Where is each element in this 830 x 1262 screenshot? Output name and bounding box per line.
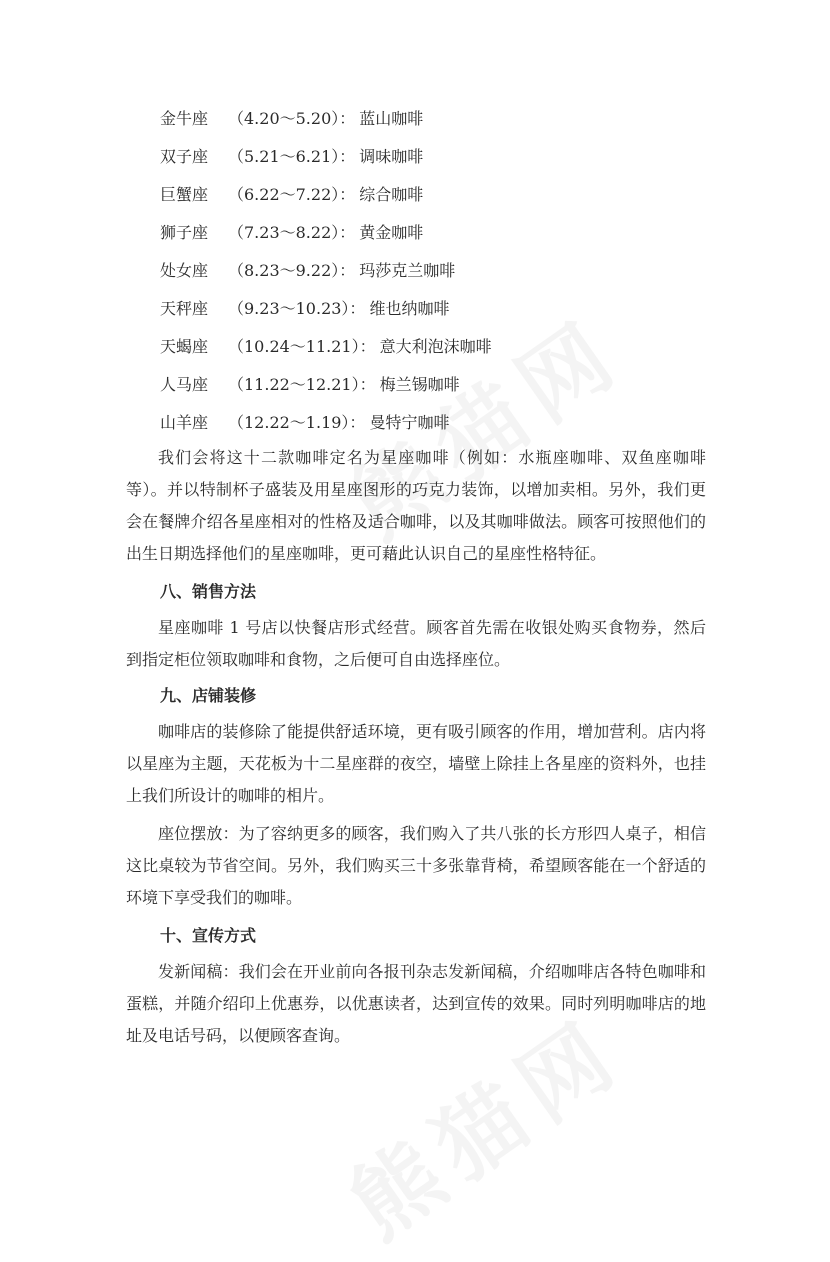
coffee-name: 综合咖啡 — [359, 185, 424, 204]
coffee-name: 蓝山咖啡 — [359, 109, 424, 128]
zodiac-sign: 巨蟹座 — [160, 185, 209, 204]
zodiac-dates: （5.21～6.21）： — [228, 147, 356, 166]
coffee-name: 梅兰锡咖啡 — [379, 375, 460, 394]
zodiac-sign: 天蝎座 — [160, 337, 209, 356]
coffee-name: 意大利泡沫咖啡 — [379, 337, 492, 356]
list-item — [160, 290, 492, 328]
list-item — [160, 138, 492, 176]
seating-paragraph: 座位摆放：为了容纳更多的顾客，我们购入了共八张的长方形四人桌子，相信这比桌较为节省空间。另外，我们购买三十多张靠背椅，希望顾客能在一个舒适的环境下享受我们的咖啡。 — [126, 824, 706, 907]
section-heading-promotion: 十、宣传方式 — [160, 926, 257, 945]
sales-paragraph: 星座咖啡 1 号店以快餐店形式经营。顾客首先需在收银处购买食物券，然后到指定柜位领取咖啡和食物，之后便可自由选择座位。 — [126, 618, 706, 669]
list-item — [160, 214, 492, 252]
coffee-name: 维也纳咖啡 — [369, 299, 450, 318]
intro-paragraph: 我们会将这十二款咖啡定名为星座咖啡（例如：水瓶座咖啡、双鱼座咖啡等）。并以特制杯子盛装及用星座图形的巧克力装饰，以增加卖相。另外，我们更会在餐牌介绍各星座相对的性格及适合咖啡，以及其咖啡做法。顾客可按照他们的出生日期选择他们的星座咖啡，更可藉此认识自己的星座性格特征。 — [126, 448, 706, 563]
list-item — [160, 252, 492, 290]
zodiac-sign: 天秤座 — [160, 299, 209, 318]
zodiac-dates: （8.23～9.22）： — [228, 261, 356, 280]
zodiac-sign: 双子座 — [160, 147, 209, 166]
zodiac-dates: （10.24～11.21）： — [228, 337, 376, 356]
zodiac-dates: （12.22～1.19）： — [228, 413, 366, 432]
list-item — [160, 100, 492, 138]
zodiac-sign: 狮子座 — [160, 223, 209, 242]
coffee-name: 黄金咖啡 — [359, 223, 424, 242]
zodiac-dates: （4.20～5.20）： — [228, 109, 356, 128]
zodiac-sign: 人马座 — [160, 375, 209, 394]
zodiac-coffee-list — [160, 100, 492, 442]
section-heading-decoration: 九、店铺装修 — [160, 686, 257, 705]
decoration-paragraph: 咖啡店的装修除了能提供舒适环境，更有吸引顾客的作用，增加营利。店内将以星座为主题，天花板为十二星座群的夜空，墙壁上除挂上各星座的资料外，也挂上我们所设计的咖啡的相片。 — [126, 722, 706, 805]
list-item — [160, 176, 492, 214]
section-heading-sales: 八、销售方法 — [160, 582, 257, 601]
promotion-paragraph: 发新闻稿：我们会在开业前向各报刊杂志发新闻稿，介绍咖啡店各特色咖啡和蛋糕，并随介绍印上优惠券，以优惠读者，达到宣传的效果。同时列明咖啡店的地址及电话号码，以便顾客查询。 — [126, 962, 706, 1045]
list-item — [160, 366, 492, 404]
list-item — [160, 328, 492, 366]
zodiac-dates: （9.23～10.23）： — [228, 299, 366, 318]
zodiac-sign: 山羊座 — [160, 413, 209, 432]
coffee-name: 曼特宁咖啡 — [369, 413, 450, 432]
zodiac-sign: 处女座 — [160, 261, 209, 280]
coffee-name: 玛莎克兰咖啡 — [359, 261, 456, 280]
zodiac-sign: 金牛座 — [160, 109, 209, 128]
zodiac-dates: （6.22～7.22）： — [228, 185, 356, 204]
zodiac-dates: （7.23～8.22）： — [228, 223, 356, 242]
list-item — [160, 404, 492, 442]
zodiac-dates: （11.22～12.21）： — [228, 375, 376, 394]
coffee-name: 调味咖啡 — [359, 147, 424, 166]
